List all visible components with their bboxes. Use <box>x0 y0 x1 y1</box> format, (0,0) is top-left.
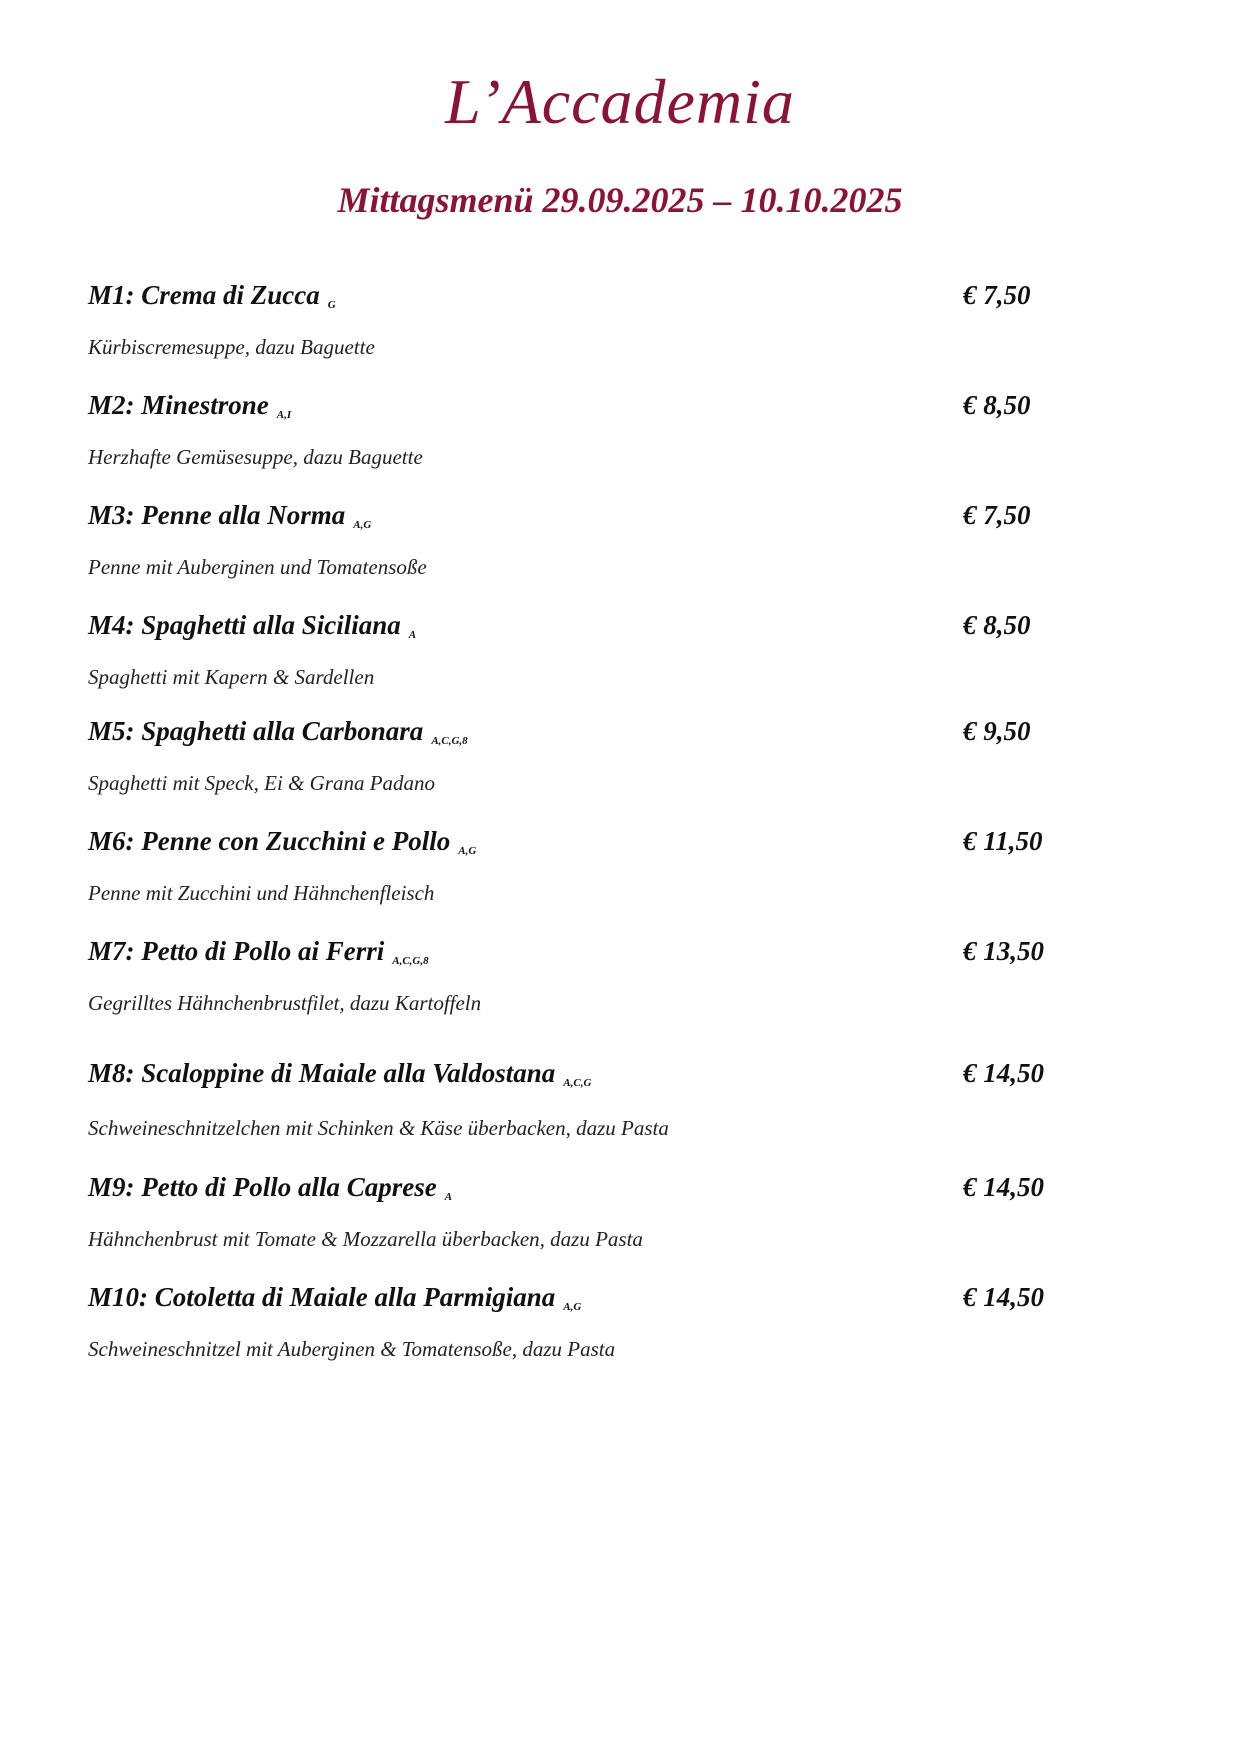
restaurant-title: L’Accademia <box>445 66 795 137</box>
dish-price: € 8,50 <box>963 390 1031 420</box>
dish-price: € 14,50 <box>963 1172 1044 1202</box>
dish-name: M7: Petto di Pollo ai Ferri A,C,G,8 <box>88 936 429 967</box>
allergen-codes: A,C,G <box>563 1077 592 1089</box>
dish-price: € 7,50 <box>963 280 1031 310</box>
dish-description: Gegrilltes Hähnchenbrustfilet, dazu Kartoffeln <box>88 991 482 1015</box>
dish-name: M2: Minestrone A,I <box>88 390 292 421</box>
menu-item <box>88 390 1088 469</box>
dish-description: Schweineschnitzel mit Auberginen & Tomatensoße, dazu Pasta <box>88 1337 616 1361</box>
dish-description: Penne mit Zucchini und Hähnchenfleisch <box>88 881 435 905</box>
allergen-codes: A <box>444 1191 453 1203</box>
dish-description: Spaghetti mit Kapern & Sardellen <box>88 665 375 689</box>
allergen-codes: A,C,G,8 <box>431 735 468 747</box>
dish-price: € 14,50 <box>963 1282 1044 1312</box>
menu-item <box>88 280 1088 359</box>
dish-name: M9: Petto di Pollo alla Caprese A <box>88 1172 453 1203</box>
dish-description: Spaghetti mit Speck, Ei & Grana Padano <box>88 771 436 795</box>
allergen-codes: A <box>408 629 417 641</box>
menu-item <box>88 716 1088 795</box>
dish-price: € 13,50 <box>963 936 1044 966</box>
menu-item <box>88 610 1088 689</box>
allergen-codes: A,C,G,8 <box>392 955 429 967</box>
dish-description: Hähnchenbrust mit Tomate & Mozzarella überbacken, dazu Pasta <box>88 1227 643 1251</box>
allergen-codes: A,G <box>353 519 372 531</box>
dish-price: € 7,50 <box>963 500 1031 530</box>
dish-name: M6: Penne con Zucchini e Pollo A,G <box>88 826 477 857</box>
dish-description: Schweineschnitzelchen mit Schinken & Käse überbacken, dazu Pasta <box>88 1116 669 1140</box>
dish-name: M8: Scaloppine di Maiale alla Valdostana A,C,G <box>88 1058 592 1089</box>
menu-item <box>88 1058 1088 1140</box>
dish-description: Kürbiscremesuppe, dazu Baguette <box>88 335 375 359</box>
menu-item <box>88 500 1088 579</box>
allergen-codes: G <box>327 299 336 311</box>
menu-item <box>88 826 1088 905</box>
allergen-codes: A,G <box>458 845 477 857</box>
menu-item <box>88 1172 1088 1251</box>
dish-description: Penne mit Auberginen und Tomatensoße <box>88 555 427 579</box>
allergen-codes: A,G <box>563 1301 582 1313</box>
menu-item <box>88 936 1088 1015</box>
dish-name: M4: Spaghetti alla Siciliana A <box>88 610 417 641</box>
menu-date-range: Mittagsmenü 29.09.2025 – 10.10.2025 <box>337 180 903 220</box>
dish-price: € 11,50 <box>963 826 1043 856</box>
dish-name: M1: Crema di Zucca G <box>88 280 336 311</box>
allergen-codes: A,I <box>276 409 292 421</box>
menu-item <box>88 1282 1088 1361</box>
dish-name: M3: Penne alla Norma A,G <box>88 500 372 531</box>
dish-price: € 14,50 <box>963 1058 1044 1088</box>
dish-name: M10: Cotoletta di Maiale alla Parmigiana A,G <box>88 1282 582 1313</box>
dish-description: Herzhafte Gemüsesuppe, dazu Baguette <box>88 445 423 469</box>
dish-price: € 8,50 <box>963 610 1031 640</box>
dish-price: € 9,50 <box>963 716 1031 746</box>
dish-name: M5: Spaghetti alla Carbonara A,C,G,8 <box>88 716 468 747</box>
